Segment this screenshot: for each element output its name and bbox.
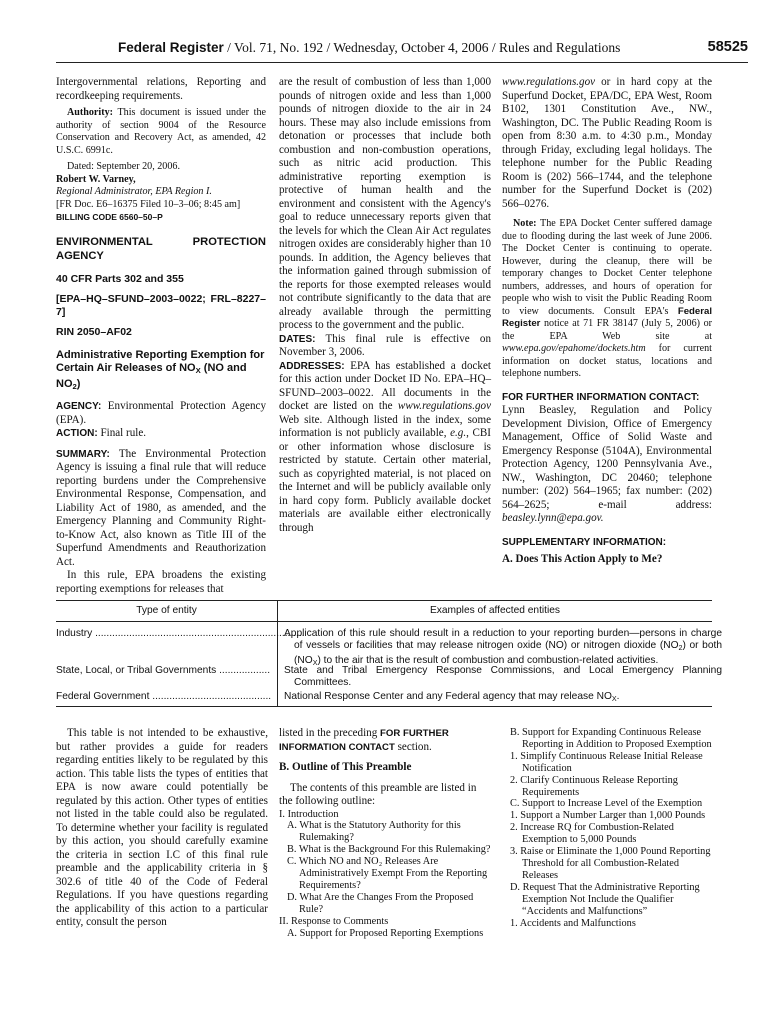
title-part-b: (NO and NO — [56, 362, 247, 390]
cfr-parts: 40 CFR Parts 302 and 355 — [56, 272, 184, 285]
note-label: Note: — [513, 218, 537, 229]
outline-item: II. Response to Comments — [279, 915, 389, 927]
agency-label: AGENCY: — [56, 401, 102, 412]
row1-text-a: Application of this rule should result in a reduction to your reporting burden—persons in charge of vessels or facilities that may release nitrogen oxide (NO) or nitrogen dioxide (NO — [284, 628, 722, 652]
rule-title — [56, 349, 266, 394]
agency-text: Environmental Protection Agency (EPA). — [56, 400, 266, 426]
title-part-a: Administrative Reporting Exemption for Certain Air Releases of NO — [56, 348, 265, 374]
table-cell-examples — [284, 628, 722, 669]
outline-item: 1. Simplify Continuous Release Initial Release Notification — [510, 750, 703, 774]
lower-column-2 — [279, 727, 491, 939]
epa-dockets-link[interactable]: www.epa.gov/epahome/dockets.htm — [502, 343, 646, 354]
issue-info: / Vol. 71, No. 192 / Wednesday, October 4, 2006 / Rules and Regulations — [223, 40, 621, 55]
outline-item: A. What is the Statutory Authority for this Rulemaking? — [287, 820, 461, 844]
addresses-text-a: EPA has established a docket for this action under Docket ID No. EPA–HQ–SFUND–2003–0022. All documents in the docket are listed on the — [279, 359, 491, 412]
outline-item: 2. Clarify Continuous Release Reporting Requirements — [510, 774, 678, 798]
affected-entities-table — [56, 600, 722, 707]
summary-continued: In this rule, EPA broadens the existing reporting exemptions for releases that — [56, 569, 266, 595]
rin-number: RIN 2050–AF02 — [56, 325, 132, 338]
action-text: Final rule. — [97, 427, 147, 439]
outline-item: I. Introduction — [279, 808, 339, 820]
addresses-text-c: , CBI or other information whose disclosure is restricted by statute. Certain other material, such as copyrighted material, is not placed on the Internet and will be publicly available only in hard copy form. Publicly available docket materials are available either electronically through — [279, 427, 491, 534]
signer-title — [56, 186, 266, 199]
regulations-link-2[interactable]: www.regulations.gov — [502, 76, 596, 88]
dates-paragraph — [279, 333, 491, 360]
signer-title-text: Regional Administrator, EPA Region I. — [56, 186, 212, 197]
note-text-b: notice at 71 FR 38147 (July 5, 2006) or the EPA Web site at — [502, 318, 712, 342]
addresses-text-b: Web site. Although listed in the index, some information is not publicly available, — [279, 413, 491, 439]
contact-paragraph — [502, 404, 712, 526]
running-head — [118, 40, 620, 56]
table-header-row — [56, 600, 712, 622]
row3-text-b: . — [616, 691, 620, 702]
reference-text-a: listed in the preceding — [279, 727, 381, 739]
authority-paragraph — [56, 107, 266, 157]
outline-list-part1 — [279, 809, 491, 940]
summary-label: SUMMARY: — [56, 448, 110, 460]
addresses-continuation — [502, 76, 712, 211]
column-3 — [502, 76, 712, 567]
column-1 — [56, 76, 266, 596]
table-cell-entity: Industry .......................................................................... — [56, 628, 305, 639]
outline-item: B. Support for Expanding Continuous Release Reporting in Addition to Proposed Exemption — [510, 727, 712, 750]
authority-label: Authority: — [67, 107, 113, 118]
billing-code: BILLING CODE 6560–50–P — [56, 212, 163, 222]
table-cell-entity: State, Local, or Tribal Governments .................. — [56, 665, 271, 676]
outline-item: C. Which NO and NO₂ Releases Are Administratively Exempt From the Reporting Requirements? — [287, 856, 488, 891]
agency-line — [56, 400, 266, 427]
outline-intro: The contents of this preamble are listed in the following outline: — [279, 781, 477, 807]
table-note-paragraph: This table is not intended to be exhaustive, but rather provides a guide for readers regarding entities likely to be regulated by this action. This table lists the types of entities that EPA is now aware could potentially be regulated by this action. Other types of entities not listed in the table could also be regulated. To determine whether your facility is regulated by this action, you should carefully examine the criteria in section I.C of this final rule preamble and the applicability criteria in § 302.6 of title 40 of the Code of Federal Regulations. If you have questions regarding the applicability of this action to a particular entity, consult the person — [56, 727, 268, 928]
table-header-type: Type of entity — [136, 605, 197, 616]
supplementary-label: SUPPLEMENTARY INFORMATION: — [502, 536, 667, 548]
summary-text: The Environmental Protection Agency is issuing a final rule that will reduce reporting burdens under the Comprehensive Environmental Response, Compensation, and Liability Act of 1980, as amended, and the Emergency Planning and Community Right-to-Know Act, also known as Title III of the Superfund Amendments and Reauthorization Act. — [56, 447, 266, 568]
column-2 — [279, 76, 491, 535]
docket-text: or in hard copy at the Superfund Docket, EPA/DC, EPA West, Room B102, 1301 Constitution Ave., NW., Washington, DC. The Public Reading Room is open from 8:30 a.m. to 4:30 p.m., Monday through Friday, excluding legal holidays. The telephone number for the Public Reading Room is (202) 566–1744, and the telephone number for the Superfund Docket is (202) 566–0276. — [502, 76, 712, 210]
addresses-label: ADDRESSES: — [279, 360, 345, 372]
outline-item: 1. Accidents and Malfunctions — [510, 917, 636, 929]
note-text-a: The EPA Docket Center suffered damage due to flooding during the last week of June 2006. The Docket Center is continuing to operate. However, during the cleanup, there will be temporary changes to Docket Center telephone numbers, addresses, and hours of operation for people who wish to visit the Public Reading Room to view documents. Consult EPA's — [502, 218, 712, 317]
contact-email-link[interactable]: beasley.lynn@epa.gov. — [502, 512, 604, 524]
docket-id: [EPA–HQ–SFUND–2003–0022; FRL–8227–7] — [56, 292, 266, 318]
table-cell-examples — [284, 691, 712, 705]
signer-name — [56, 174, 266, 187]
note-federal-register: Federal Register — [502, 305, 712, 329]
section-a-heading: A. Does This Action Apply to Me? — [502, 553, 663, 565]
page-number: 58525 — [707, 39, 748, 55]
note-text-c: for current information on docket status, locations and telephone numbers. — [502, 343, 712, 379]
contact-label: FOR FURTHER INFORMATION CONTACT: — [502, 391, 700, 403]
dated-line: Dated: September 20, 2006. — [67, 161, 180, 172]
authority-text: This document is issued under the authority of section 9004 of the Resource Conservation and Recovery Act, as amended, 42 U.S.C. 6991c. — [56, 107, 266, 156]
contact-reference — [279, 727, 491, 754]
table-cell-entity: Federal Government .......................................... — [56, 691, 272, 702]
summary-continuation: are the result of combustion of less than 1,000 pounds of nitrogen oxide and less than 1,000 pounds of nitrogen dioxide to the air in 24 hours. These may also include emissions from detonation or processes that include both combustion and non-combustion operations, such as nitric acid production. This administrative reporting exemption is protective of human health and the environment and consistent with the Agency's goal to reduce unnecessary reports given that the levels for which the Clean Air Act regulates nitrogen oxides are considerably higher than 10 pounds. In addition, the Agency believes that the information gained through submission of the reports for those exempted releases would not contribute significantly to the data that are already available through the permitting process to the government and the public. — [279, 76, 491, 331]
lower-column-1 — [56, 727, 268, 930]
outline-item: 3. Raise or Eliminate the 1,000 Pound Reporting Threshold for all Combustion-Related Releases — [510, 846, 711, 881]
fr-doc-line: [FR Doc. E6–16375 Filed 10–3–06; 8:45 am] — [56, 198, 241, 210]
row3-subscript: X — [611, 695, 617, 703]
table-cell-examples: State and Tribal Emergency Response Commissions, and Local Emergency Planning Committees. — [284, 665, 722, 689]
contact-text: Lynn Beasley, Regulation and Policy Development Division, Office of Emergency Management, Office of Solid Waste and Emergency Response (5104A), Environmental Protection Agency, 1200 Pennsylvania Ave., NW., Washington, DC 20460; telephone number: (202) 564–1965; fax number: (202) 564–2625; e-mail address: — [502, 404, 712, 511]
summary-paragraph — [56, 448, 266, 570]
section-b-heading: B. Outline of This Preamble — [279, 761, 412, 773]
outline-item: A. Support for Proposed Reporting Exemptions — [287, 927, 484, 939]
table-header-examples: Examples of affected entities — [277, 601, 712, 621]
row1-subscript-b: X — [312, 658, 318, 667]
regulations-link[interactable]: www.regulations.gov — [397, 400, 491, 412]
page-header — [0, 38, 768, 58]
note-paragraph — [502, 218, 712, 381]
journal-name: Federal Register — [118, 40, 224, 55]
reference-text-b: section. — [394, 740, 432, 753]
action-line — [56, 427, 266, 441]
action-label: ACTION: — [56, 428, 98, 439]
dates-text: This final rule is effective on November 3, 2006. — [279, 332, 491, 358]
eg-abbrev: e.g. — [450, 427, 467, 439]
intro-text: Intergovernmental relations, Reporting and recordkeeping requirements. — [56, 76, 266, 102]
outline-item: D. Request That the Administrative Reporting Exemption Not Include the Qualifier “Accidents and Malfunctions” — [510, 881, 700, 917]
outline-list-part2 — [502, 727, 712, 929]
row1-subscript-a: 2 — [678, 644, 683, 653]
outline-item: 2. Increase RQ for Combustion-Related Exemption to 5,000 Pounds — [510, 822, 674, 846]
row1-text-b: ) or both (NO — [294, 640, 722, 666]
title-subscript-x: X — [195, 366, 201, 375]
title-subscript-2: 2 — [72, 381, 77, 391]
reference-label: FOR FURTHER INFORMATION CONTACT — [279, 728, 449, 753]
dates-label: DATES: — [279, 333, 316, 345]
outline-item: C. Support to Increase Level of the Exemption — [510, 798, 703, 810]
table-body — [56, 622, 722, 707]
row1-text-c: ) to the air that is the result of combustion and combustion-related activities. — [317, 654, 659, 666]
title-part-c: ) — [76, 377, 81, 390]
outline-item: D. What Are the Changes From the Proposed Rule? — [287, 891, 474, 915]
signer-name-text: Robert W. Varney, — [56, 173, 136, 185]
outline-item: 1. Support a Number Larger than 1,000 Pounds — [510, 810, 706, 822]
outline-item: B. What is the Background For this Rulemaking? — [287, 844, 491, 856]
addresses-paragraph — [279, 360, 491, 536]
row3-text-a: National Response Center and any Federal agency that may release NO — [284, 691, 612, 702]
header-rule — [56, 62, 748, 63]
agency-heading: ENVIRONMENTAL PROTECTION AGENCY — [56, 235, 266, 262]
